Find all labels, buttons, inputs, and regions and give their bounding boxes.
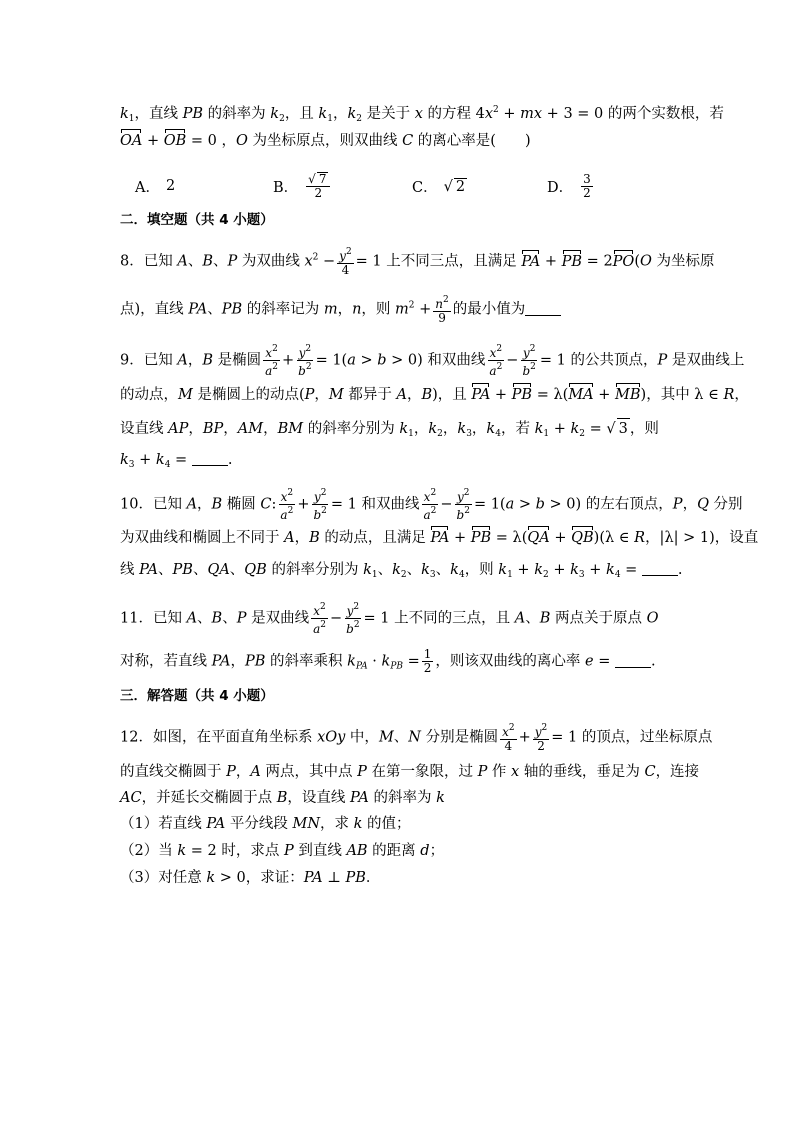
option-d-fraction: $\frac{3}{2}$	[583, 171, 591, 200]
section-3-heading: 三．解答题（共 4 小题）	[120, 688, 274, 704]
q7-options	[135, 168, 735, 204]
q12-line-1: 12．如图，在平面直角坐标系 xOy 中，M、N 分别是椭圆 $\frac{x^2}{4}$ + $\frac{y^2}{2}$ = 1 的顶点，过坐标原点	[120, 723, 713, 753]
q10-line-3: 线 PA、PB、QA、QB 的斜率分别为 $k_1$、$k_2$、$k_3$、$k_4$，则 $k_1 + k_2 + k_3 + k_4$ = .	[120, 562, 683, 580]
option-a	[135, 168, 175, 204]
q12-part-1: （1）若直线 PA 平分线段 MN，求 k 的值；	[120, 816, 411, 832]
q12-part-3: （3）对任意 k > 0，求证：PA ⊥ PB．	[120, 870, 381, 886]
q8-line-1: 8．已知 A、B、P 为双曲线 $x^2$ − $\frac{y^2}{4}$ = 1 上不同三点，且满足 PA + PB = 2PO(O 为坐标原	[120, 247, 715, 277]
option-b-label: B．	[273, 179, 299, 196]
q12-line-3: AC，并延长交椭圆于点 B，设直线 PA 的斜率为 k	[120, 790, 445, 806]
q8-line-2: 点)，直线 PA、PB 的斜率记为 m，n，则 $m^2$ + $\frac{n^2}{9}$ 的最小值为	[120, 294, 561, 325]
option-d	[547, 168, 595, 204]
option-a-label: A．	[135, 179, 160, 196]
option-c-label: C．	[412, 179, 438, 196]
q9-line-1: 9．已知 A，B 是椭圆 $\frac{x^2}{a^2}$ + $\frac{y^2}{b^2}$ = 1(a > b > 0) 和双曲线 $\frac{x^2}{a^2}$ − $\frac{y^2}{b^2}$ = 1 的公共顶点，P 是双曲线上	[120, 344, 745, 378]
option-a-value: 2	[165, 178, 176, 194]
q9-line-2: 的动点，M 是椭圆上的动点(P，M 都异于 A，B)，且 PA + PB = λ(MA + MB)，其中 λ ∈ R，	[120, 387, 749, 403]
q9-line-3: 设直线 AP，BP，AM，BM 的斜率分别为 $k_1$，$k_2$，$k_3$，$k_4$，若 $k_1 + k_2$ = √ 3 ，则	[120, 418, 659, 444]
option-b-fraction: $\frac{√ 7}{2}$	[306, 172, 330, 200]
q12-part-2: （2）当 k = 2 时，求点 P 到直线 AB 的距离 d；	[120, 843, 445, 859]
q10-line-1: 10．已知 A，B 椭圆 C: $\frac{x^2}{a^2}$ + $\frac{y^2}{b^2}$ = 1 和双曲线 $\frac{x^2}{a^2}$ − $\frac{y^2}{b^2}$ = 1(a > b > 0) 的左右顶点，P，Q 分别	[120, 488, 743, 522]
q11-line-2: 对称，若直线 PA，PB 的斜率乘积 $k_{PA} \cdot k_{PB}$ = $\frac{1}{2}$ ，则该双曲线的离心率 e = .	[120, 647, 656, 675]
q7-line-2: OA + OB = 0 ，O 为坐标原点，则双曲线 C 的离心率是( )	[120, 133, 531, 149]
q10-line-2: 为双曲线和椭圆上不同于 A，B 的动点，且满足 PA + PB = λ(QA + QB)(λ ∈ R，|λ| > 1)，设直	[120, 530, 759, 546]
q12-line-2: 的直线交椭圆于 P，A 两点，其中点 P 在第一象限，过 P 作 x 轴的垂线，垂足为 C，连接	[120, 764, 700, 780]
option-b	[273, 168, 332, 204]
option-c-value: √ 2	[443, 178, 466, 195]
q7-line-1: $k_1$，直线 PB 的斜率为 $k_2$，且 $k_1$，$k_2$ 是关于 x 的方程 $4x^2$ + mx + 3 = 0 的两个实数根，若	[120, 105, 724, 124]
q9-line-4: $k_3 + k_4$ = .	[120, 452, 233, 470]
option-c	[412, 168, 467, 204]
section-2-heading: 二．填空题（共 4 小题）	[120, 212, 274, 228]
option-d-label: D．	[547, 179, 574, 196]
q11-line-1: 11．已知 A、B、P 是双曲线 $\frac{x^2}{a^2}$ − $\frac{y^2}{b^2}$ = 1 上不同的三点，且 A、B 两点关于原点 O	[120, 602, 659, 636]
